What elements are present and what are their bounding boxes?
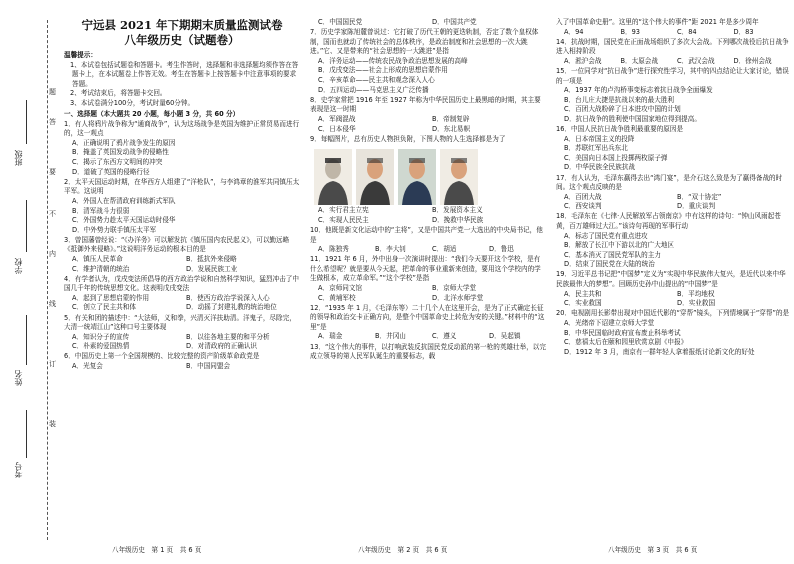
question: 6．中国历史上第一个全国规模的、比较完整的资产阶级革命政党是 [64, 352, 260, 361]
option-row [64, 303, 300, 313]
option: B．太原会战 [620, 56, 658, 65]
option: A．百团大战 [564, 192, 602, 201]
option: D．抗日战争的胜利使中国国家地位得到提高。 [564, 114, 701, 123]
question: 10．他既是新文化运动中的“主将”，又是中国共产党一大选出的中央局书记，他是 [310, 225, 543, 244]
field-exam-number-line [26, 410, 27, 458]
notice-item: 1、本试卷包括试题卷和答题卡。考生作答时，选择题和非选择题均须作答在答题卡上，在本试题卷上作答无效。考生在答题卡上按答题卡中注意事项的要求答题。 [70, 60, 299, 88]
question: 15．一位同学对“抗日战争”进行探究性学习，其中的四点结论让大家讨论，错误的一项是 [556, 66, 789, 85]
question: 7．历史学家陈旭麓曾说过：它打破了历代王朝的更迭轨制，否定了数个皇权体制，国而也就动了传统社会的总体秩序，是政治制度和社会思想的一次大跳进。”它、又是带来的“社会思想的一大跳进”是指 [310, 28, 539, 56]
option: D．中国共产党 [432, 18, 477, 26]
option-row [64, 265, 300, 275]
column-page-2 [310, 18, 546, 528]
column-page-1 [64, 18, 300, 528]
option: A．镇压人民革命 [72, 254, 123, 263]
option-row [64, 362, 300, 372]
option-row [556, 193, 790, 203]
option: B．中华民国临时政府宣布废止科举考试 [564, 328, 681, 337]
option: A．光绪帝下诏建立京师大学堂 [564, 318, 655, 327]
option-row [310, 115, 546, 125]
binding-char: 不 [49, 210, 56, 218]
option: A．淞沪会战 [564, 56, 602, 65]
option: A．起到了思想启蒙的作用 [72, 293, 150, 302]
binding-char: 订 [49, 360, 56, 368]
page-footer-3: 八年级历史 第 3 页 共 6 页 [608, 546, 698, 554]
option: C．揭示了东西方文明间的冲突 [72, 158, 163, 167]
option: B．发展资本主义 [432, 206, 483, 215]
option: B．井冈山 [375, 332, 406, 341]
option: A．军阀混战 [318, 114, 356, 123]
option: B．“双十协定” [677, 192, 722, 201]
portrait-image [314, 149, 352, 205]
option: B．93 [620, 27, 641, 36]
question-list-2 [310, 28, 546, 362]
option: D．挽救中华民族 [432, 215, 484, 224]
option: C．辛亥革命——民主共和观念深入人心 [318, 76, 435, 85]
option: D．实业救国 [677, 299, 716, 308]
option: C．遵义 [432, 332, 457, 341]
notice-heading: 温馨提示： [64, 51, 97, 59]
question: 14．抗战时期，国民党在正面战场组织了多次大会战。下列哪次战役后抗日战争进入相持阶段 [556, 37, 789, 56]
option: B．京师大学堂 [432, 283, 477, 292]
exam-subtitle: 八年级历史（试题卷） [124, 33, 240, 47]
option: C．实业救国 [564, 299, 602, 308]
option: B．以往各地主要的和平分析 [186, 332, 270, 341]
option: C．日本侵华 [318, 124, 356, 133]
option: A．实行君主立宪 [318, 206, 369, 215]
binding-char: 装 [49, 420, 56, 428]
option-row [310, 245, 546, 255]
question: 2．太平天国运动时期，在华西方人组建了“洋枪队”，与李鸿章的淮军共同镇压太平军。这说明 [64, 177, 300, 196]
field-class-line [26, 100, 27, 144]
option: C．朴素的爱国热情 [72, 342, 130, 351]
option: B．中国同盟会 [186, 362, 231, 370]
question-continuation: 入了中国革命史册”。这里的“这个伟大的事件”距 2021 年是多少周年 [556, 18, 759, 26]
question: 4．有学者认为，戊戌变法所倡导的西方政治学说和自然科学知识，猛烈冲击了中国几千年的传统思想文化。这表明戊戌变法 [64, 274, 299, 293]
question-list-3 [556, 38, 790, 358]
option: C．慈禧太后在颐和园里欣赏京剧《申报》 [564, 338, 688, 347]
option: A．瑞金 [318, 332, 343, 341]
question: 9．每幅图片，总有历史人物担负附，下图人物的人生选择都是为了 [310, 134, 506, 143]
option: C．维护清朝的统治 [72, 264, 130, 273]
question: 20．电视剧用长影带出现对中国近代影的“穿帮”镜头，下列情境属于“穿帮”的是 [556, 309, 790, 318]
option: C．胡适 [432, 245, 457, 254]
option: D．动摇了封建礼教的统治地位 [186, 303, 277, 312]
option-row [310, 206, 546, 216]
option: C．创立了民主共和体 [72, 303, 136, 312]
option-row [556, 299, 790, 309]
question: 12．“1935 年 1 月，《毛泽东等）二十几个人在这里开会，是为了正式确定长征的领导和政治交卡正确方向，是整个中国革命史上转危为安的关键。”材料中的“这里”是 [310, 303, 545, 331]
option: B．清军战斗力很弱 [72, 206, 130, 215]
option: C．中国国民党 [318, 18, 363, 26]
question: 11．1921 年 6 月，外中出身一次演讲时提出：“我们今天要开这个学校，是有什么希望呢？就是要从今天起，把革命的事业重新来创造，要用这个学校内的学生做根本，成立革命军。”“这个学校”是指 [310, 255, 541, 283]
binding-char: 线 [49, 300, 56, 308]
question: 18．毛泽东在《七律·人民解放军占领南京》中有这样的诗句：“钟山风雨起苍黄，百万雄师过大江。”该诗句再现的军事行动 [556, 212, 781, 230]
question: 13．“这个伟大的事件，以打响武装反抗国民党反动派的第一枪的英雄壮举，以完成立领导的第人民军队诞生的重要标志，载 [310, 342, 546, 361]
option: D．吴起镇 [489, 332, 521, 341]
option: C．外国势力趁太平天国运动时侵华 [72, 216, 176, 225]
page-footer-1: 八年级历史 第 1 页 共 6 页 [112, 546, 202, 554]
option: D．鲁迅 [489, 245, 514, 254]
option: A．94 [564, 27, 584, 36]
option: C．实现人民民主 [318, 215, 369, 224]
portrait-row [314, 147, 546, 205]
option-row [310, 125, 546, 135]
notice-item: 3、本试卷满分100分，考试时量60分钟。 [70, 98, 195, 107]
column-page-3 [556, 18, 790, 528]
question: 19．习近平总书记把“中国梦”定义为“实现中华民族伟大复兴，是近代以来中华民族最伟大的梦想”。回顾历史孙中山提出的“中国梦”是 [556, 270, 786, 289]
option: D．中华民族全民族抗战 [564, 163, 636, 172]
exam-title: 宁远县 2021 年下期期末质量监测试卷 [81, 18, 283, 32]
option: C．84 [677, 27, 697, 36]
option-row [64, 342, 300, 352]
question: 17．有人认为，毛泽东赢得去出“鸿门宴”，是介石这么致是为了赢得备战的时间。这个观点反映的是 [556, 173, 783, 192]
option: D．道破了英国的侵略行径 [72, 167, 150, 176]
binding-char: 内 [49, 250, 56, 258]
question: 1．有人将鸦片战争称为“通商战争”，认为这场战争是英国为维护正常贸易而进行的，这一观点 [64, 119, 300, 138]
question: 5．有关和团的描述中：“大法师，义和拳，兴清灭洋扶助清。洋鬼子，尽除完，大清一统靖江山”这种口号主要体现 [64, 313, 296, 332]
option: A．外国人在帮清政府训练新式军队 [72, 196, 176, 205]
option: B．苏联红军出兵东北 [564, 144, 628, 153]
option: B．使西方政治学说深入人心 [186, 293, 270, 302]
option: A．知识分子的宣传 [72, 332, 130, 341]
option-row [310, 294, 546, 304]
notice-item: 2、考试结束后，将答题卡交回。 [70, 89, 167, 98]
option-row [310, 216, 546, 226]
option: A．洋务运动——传统农民战争政治思想发展的高峰 [318, 56, 468, 65]
option: D．对清政府的正确认识 [186, 342, 258, 351]
option: D．中外势力联手镇压太平军 [72, 225, 157, 234]
binding-char: 答 [49, 118, 56, 126]
option: D．五四运动——马克思主义广泛传播 [318, 85, 429, 94]
option: D．徐州会战 [733, 56, 772, 65]
option: B．李大钊 [375, 245, 406, 254]
portrait-image [398, 149, 436, 205]
option: B．台儿庄大捷是抗战以来的最大胜利 [564, 95, 675, 104]
question: 8．史学家常把 1916 年至 1927 年称为中华民国历史上最黑暗的时期，其主要表现是这一时期 [310, 95, 541, 114]
option: D．1912 年 3 月，南京有一群年轻人拿着报纸讨论新文化的好处 [564, 347, 755, 356]
option-row [64, 333, 300, 343]
option-row [556, 28, 790, 38]
option-row [64, 255, 300, 265]
option: D．北洋水师学堂 [432, 293, 484, 302]
binding-margin [0, 0, 62, 564]
field-exam-number: 考号 [14, 462, 23, 478]
option: B．抵抗外来侵略 [186, 254, 237, 263]
binding-char: 题 [49, 88, 56, 96]
question: 3．曾国藩曾经说：“《办洋务》可以解发抗《镇压国内农民起义》，可以勤远略《抵御外来侵略》。”这说明洋务运动的根本目的是 [64, 235, 290, 254]
option: D．重庆谈判 [677, 202, 716, 211]
field-name: 姓名 [14, 370, 23, 386]
option-row [310, 284, 546, 294]
option: A．陈独秀 [318, 245, 349, 254]
binding-char: 要 [49, 168, 56, 176]
option: D．83 [733, 27, 754, 36]
option: D．结束了国民党在大陆的统治 [564, 260, 655, 269]
option: D．发展民族工业 [186, 264, 238, 273]
option-row [310, 332, 546, 342]
option: A．光复会 [72, 362, 103, 370]
question-list-1 [64, 120, 300, 372]
option: A．正确说明了鸦片战争发生的原因 [72, 138, 176, 147]
option: B．掩盖了英国发动战争的侵略性 [72, 148, 169, 157]
option: C．武汉会战 [677, 56, 715, 65]
option: B．平均地权 [677, 289, 715, 298]
option: C．百团大战粉碎了日本进攻中国的计划 [564, 105, 681, 114]
option-row [556, 57, 790, 67]
field-school: 学校 [14, 258, 23, 274]
question: 16．中国人民抗日战争胜利最重要的原因是 [556, 125, 684, 134]
option-row [556, 290, 790, 300]
field-school-line [26, 200, 27, 252]
option: B．帝制复辟 [432, 114, 470, 123]
portrait-image [440, 149, 478, 205]
option: A．京师同文馆 [318, 283, 363, 292]
option: A．日本帝国主义的投降 [564, 134, 635, 143]
option: A．民主共和 [564, 289, 602, 298]
field-class: 班级 [14, 150, 23, 166]
field-name-line [26, 315, 27, 365]
option: C．西安谈判 [564, 202, 602, 211]
section-heading: 一、选择题（本大题共 20 小题，每小题 3 分，共 60 分） [64, 109, 240, 118]
page-footer-2: 八年级历史 第 2 页 共 6 页 [358, 546, 448, 554]
portrait-image [356, 149, 394, 205]
option: C．黄埔军校 [318, 293, 356, 302]
option: A．1937 年的卢沟桥事变标志着抗日战争全面爆发 [564, 86, 713, 95]
option: C．基本消灭了国民党军队的主力 [564, 250, 661, 259]
option: A．标志了国民党有重点进攻 [564, 231, 648, 240]
option-row [556, 202, 790, 212]
option-row [64, 294, 300, 304]
binding-dashed-line [47, 20, 48, 540]
option: D．东北易帜 [432, 124, 471, 133]
option: B．戊戌变法——社会上形成的思想启蒙作用 [318, 66, 448, 75]
option: C．美国向日本国上投掷两枚原子弹 [564, 153, 668, 162]
option: B．解放了长江中下游以北的广大地区 [564, 241, 675, 250]
option-row [310, 18, 546, 28]
